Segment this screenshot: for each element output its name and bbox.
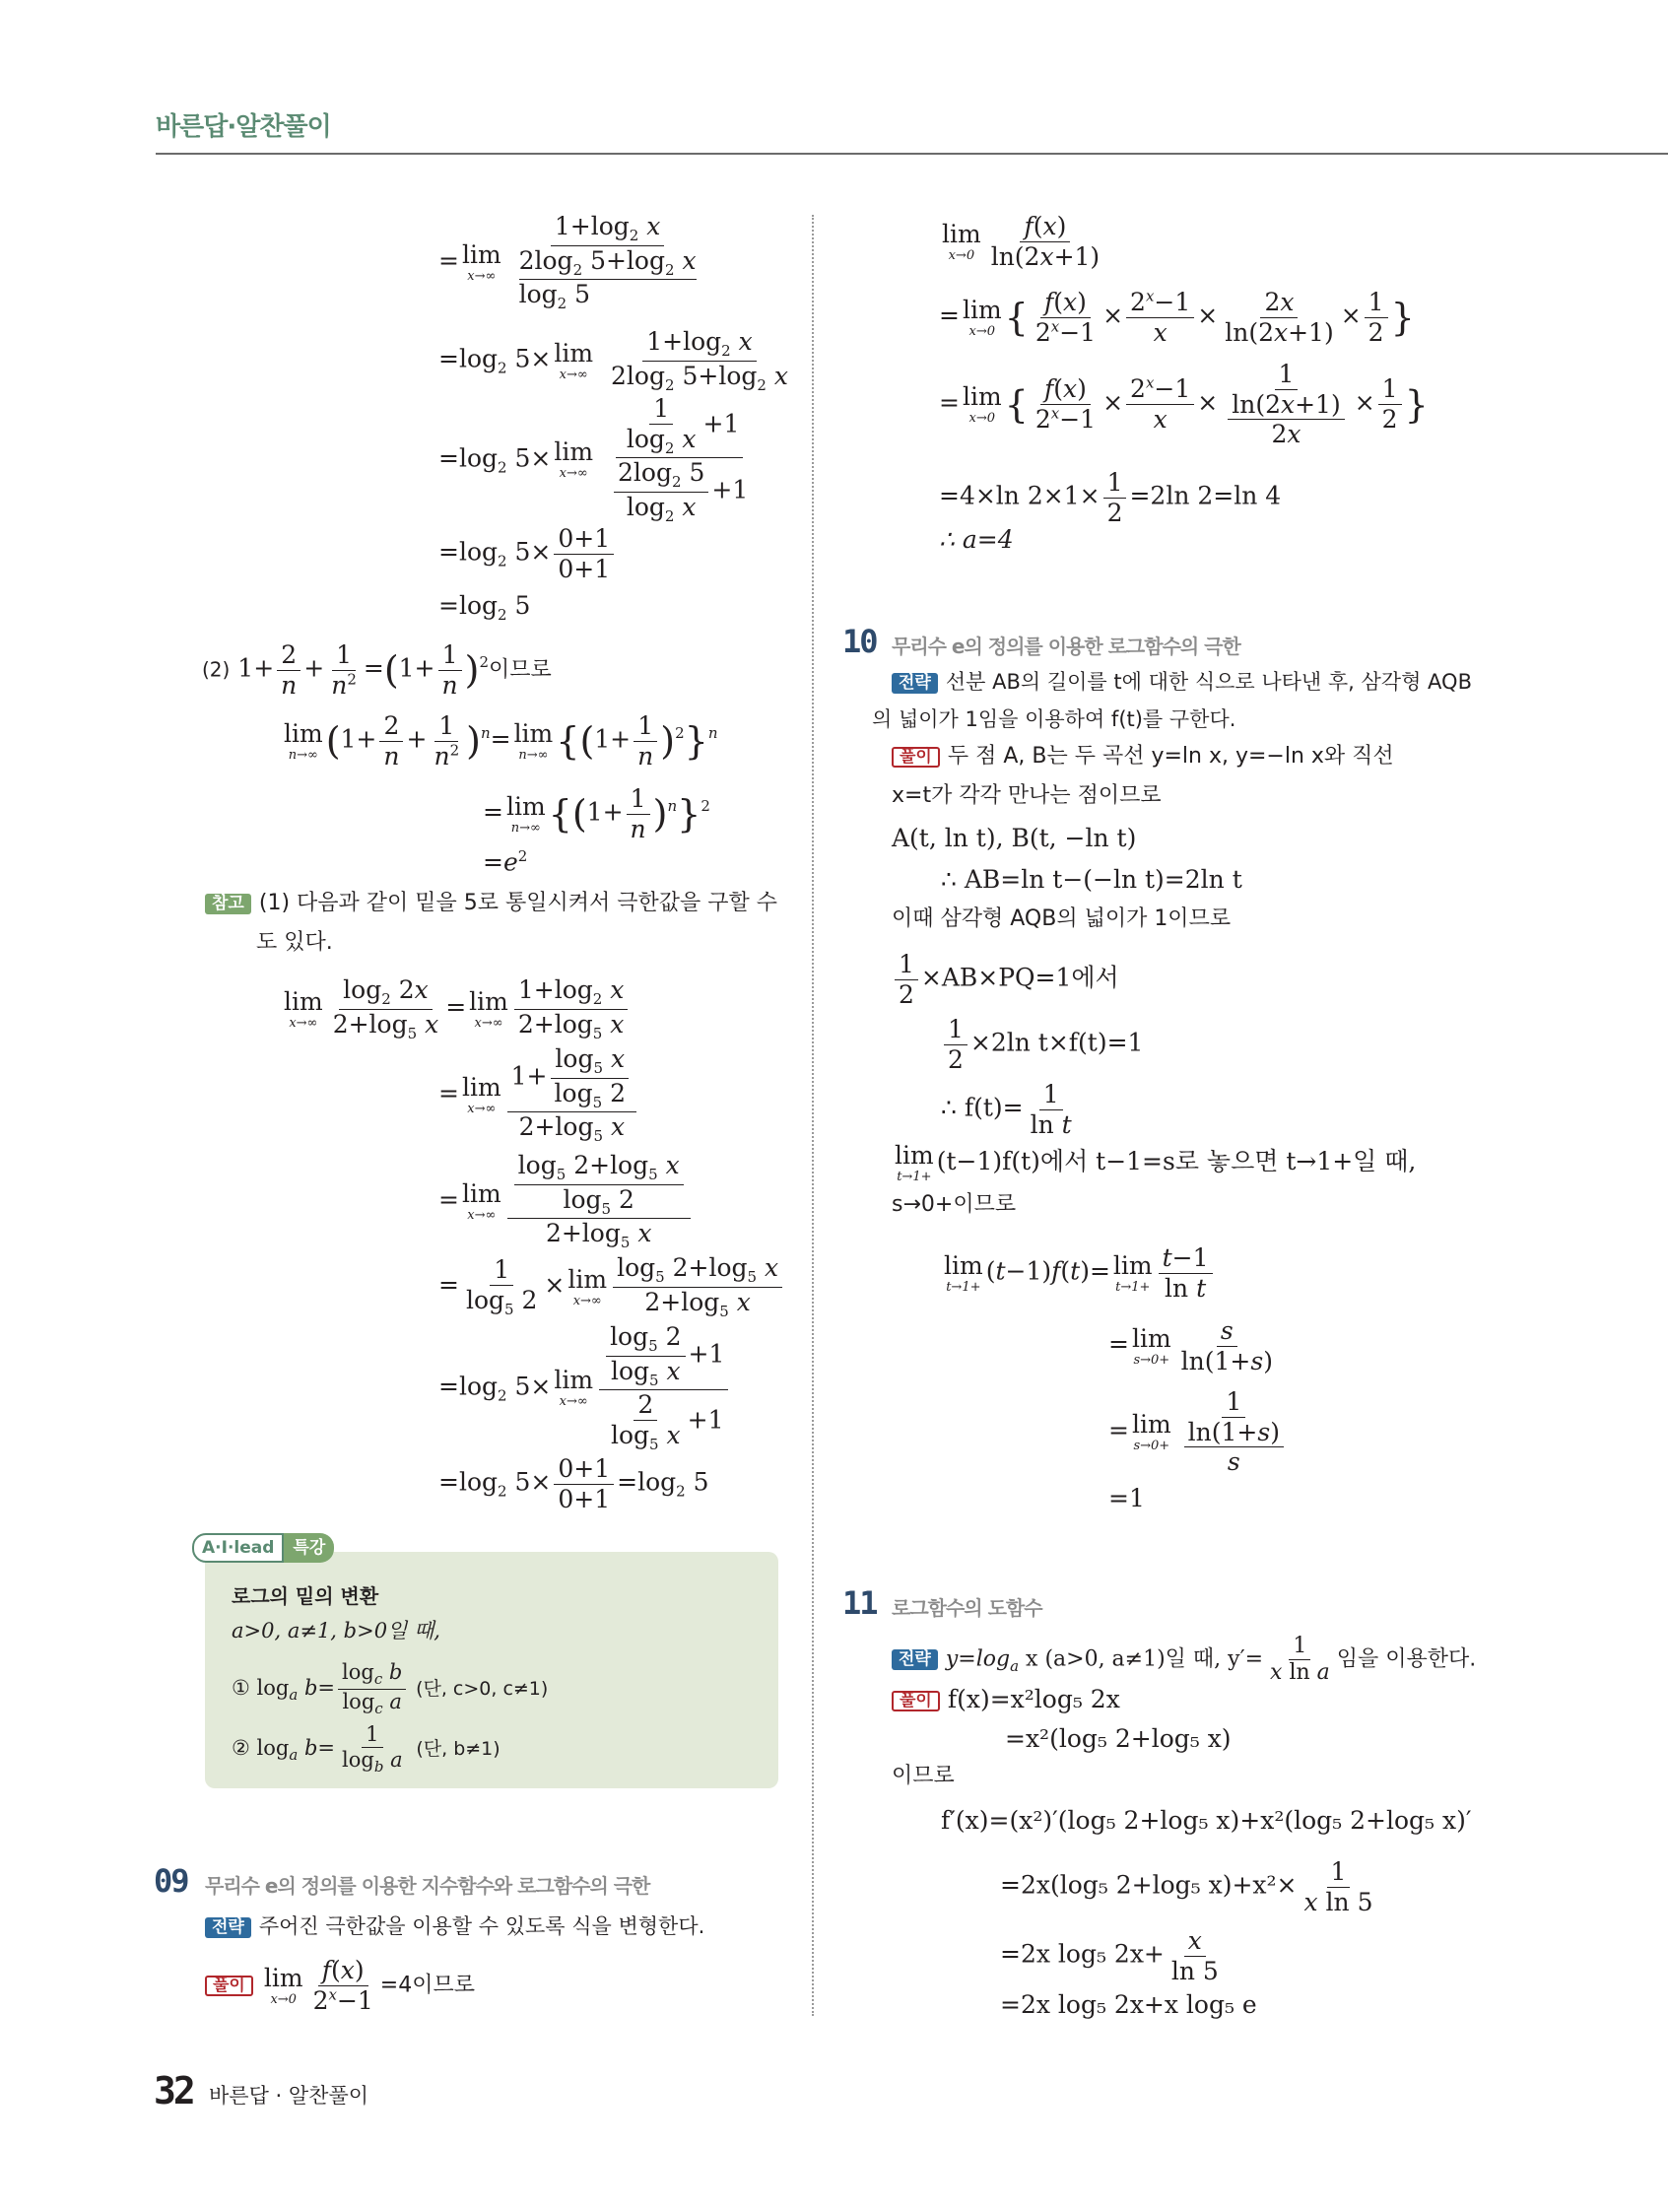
eq-l3: $=\log_2$ 5× lim x→∞ $\frac{1}{\log_2 x}$ +1 $\frac{2\log_2 5}{\log_2 x}$ +1 bbox=[438, 394, 749, 525]
tip-title: 로그의 밑의 변환 bbox=[232, 1584, 379, 1608]
section-10-area-eq: $\frac{1}{2}$ ×AB×PQ=1에서 bbox=[892, 950, 1119, 1009]
eq-r2: = lim x→0 { $\frac{f(x)}{2^x-1}$ × $\frac{2^x-1}{x}$ × $\frac{2x}{\ln(2x+1)}$ × $\frac{1}{2}$ } bbox=[939, 287, 1415, 347]
eq-part2-lim: lim n→∞ (1+ $\frac{2}{n}$ + $\frac{1}{n^2}$ )$^n$= lim n→∞ {(1+ $\frac{1}{n}$ )$^2$}$^n$ bbox=[284, 711, 718, 771]
section-10-strategy-1: 전략 선분 AB의 길이를 t에 대한 식으로 나타낸 후, 삼각형 AQB bbox=[892, 672, 1472, 694]
section-10-points: A(t, ln t), B(t, −ln t) bbox=[892, 824, 1137, 852]
section-11-sol-5: =2x log₅ 2x+ $\frac{x}{\ln 5}$ bbox=[1000, 1926, 1219, 1985]
eq-part2: (2) 1+ $\frac{2}{n}$ + $\frac{1}{n^2}$ =(1+ $\frac{1}{n}$ )$^2$이므로 bbox=[202, 640, 552, 700]
section-11-title: 로그함수의 도함수 bbox=[892, 1596, 1042, 1620]
note-line-1: 참고 (1) 다음과 같이 밑을 5로 통일시켜서 극한값을 구할 수 bbox=[205, 893, 777, 914]
eq-part2-result: $=e^2$ bbox=[483, 847, 528, 877]
section-11-number: 11 bbox=[842, 1584, 877, 1622]
section-10-sub2: s→0+이므로 bbox=[892, 1192, 1017, 1217]
section-11-sol-1: 풀이 f(x)=x²log₅ 2x bbox=[892, 1687, 1120, 1711]
tip-formula-1: ① $\log_a b=$ $\frac{\log_c b}{\log_c a}$ (단, c>0, c≠1) bbox=[232, 1660, 549, 1718]
section-10-area-text: 이때 삼각형 AQB의 넓이가 1이므로 bbox=[892, 906, 1232, 931]
page-number: 32 bbox=[154, 2069, 193, 2112]
eq-l4: $=\log_2$ 5× $\frac{0+1}{0+1}$ bbox=[438, 524, 617, 583]
section-10-solution-1: 풀이 두 점 A, B는 두 곡선 y=ln x, y=−ln x와 직선 bbox=[892, 746, 1394, 768]
section-11-sol-2: =x²(log₅ 2+log₅ x) bbox=[1005, 1724, 1232, 1753]
eq-r4: =4×ln 2×1× $\frac{1}{2}$ =2ln 2=ln 4 bbox=[939, 468, 1282, 527]
eq-l1: = lim x→∞ $1+\log_2$ x $2\log_2$ $5+\log_2$ x $\log_2 5$ bbox=[438, 212, 697, 313]
section-11-strategy: 전략 $y=\log_a$ x (a>0, a≠1)일 때, y′= $\frac{1}{\text{x ln a}}$ 임을 이용한다. bbox=[892, 1634, 1476, 1686]
section-11-imeuro: 이므로 bbox=[892, 1764, 955, 1788]
section-11-sol-6: =2x log₅ 2x+x log₅ e bbox=[1000, 1990, 1257, 2019]
tip-tab: A·I·lead 특강 bbox=[192, 1533, 334, 1558]
eq-n6: $=\log_2$ 5× $\frac{0+1}{0+1}$ $=\log_2$ 5 bbox=[438, 1454, 709, 1513]
eq-n4: = $\frac{1}{\log_5 2}$ × lim x→∞ $\frac{\log_5 2+\log_5 x}{2+\log_5 x}$ bbox=[438, 1253, 785, 1320]
eq-l5: $=\log_2$ 5 bbox=[438, 591, 531, 624]
section-10-strategy-2: 의 넓이가 1임을 이용하여 f(t)를 구한다. bbox=[872, 707, 1236, 731]
section-10-lim1: lim t→1+ (t−1)f(t)= lim t→1+ $\frac{t-1}{\text{ln t}}$ bbox=[941, 1243, 1216, 1303]
section-09-strategy: 전략 주어진 극한값을 이용할 수 있도록 식을 변형한다. bbox=[205, 1916, 704, 1938]
section-10-lim3: = lim s→0+ $\frac{1}{\frac{\ln(1+s)}{s}}$ bbox=[1108, 1387, 1294, 1477]
eq-n2: = lim x→∞ 1+ $\frac{\log_5 x}{\log_5 2}$ $2+\log_5$ x bbox=[438, 1044, 639, 1146]
section-09-solution: 풀이 lim x→0 $\frac{f(x)}{2^x-1}$ =4이므로 bbox=[205, 1956, 475, 2015]
note-badge: 참고 bbox=[205, 894, 251, 914]
eq-part2-lim2: = lim n→∞ {(1+ $\frac{1}{n}$ )$^n$}$^2$ bbox=[483, 784, 710, 843]
eq-n1: lim x→∞ $\frac{\log_2 2x}{2+\log_5 x}$ = lim x→∞ $\frac{1+\log_2 x}{2+\log_5 x}$ bbox=[281, 975, 631, 1042]
section-11-sol-4: =2x(log₅ 2+log₅ x)+x²× $\frac{1}{\text{x ln 5}}$ bbox=[1000, 1857, 1373, 1916]
section-10-lim2: = lim s→0+ $\frac{s}{\ln(1+s)}$ bbox=[1108, 1316, 1273, 1375]
eq-r1: lim x→0 $\frac{f(x)}{\ln(2x+1)}$ bbox=[942, 212, 1101, 271]
note-line-2: 도 있다. bbox=[256, 930, 333, 955]
header-rule bbox=[156, 153, 1668, 155]
section-11-sol-3: f′(x)=(x²)′(log₅ 2+log₅ x)+x²(log₅ 2+log₅ x)′ bbox=[941, 1806, 1472, 1835]
section-10-area-eq2: $\frac{1}{2}$ ×2ln t×f(t)=1 bbox=[941, 1015, 1143, 1074]
section-09-number: 09 bbox=[154, 1862, 188, 1900]
eq-r3: = lim x→0 { $\frac{f(x)}{2^x-1}$ × $\frac{2^x-1}{x}$ × $\frac{1}{\frac{\ln(2x+1)}{2x}}$ × $\frac{1}{2}$ } bbox=[939, 360, 1429, 448]
tip-formula-2: ② $\log_a b=$ $\frac{1}{\log_b a}$ (단, b≠1) bbox=[232, 1722, 500, 1776]
section-10-solution-2: x=t가 각각 만나는 점이므로 bbox=[892, 783, 1162, 808]
eq-l2: $=\log_2$ 5× lim x→∞ $\frac{1+\log_2 x}{2\log_2 5+\log_2 x}$ bbox=[438, 327, 788, 394]
section-10-title: 무리수 e의 정의를 이용한 로그함수의 극한 bbox=[892, 635, 1240, 658]
eq-r5: ∴ a=4 bbox=[939, 525, 1014, 554]
section-10-final: =1 bbox=[1108, 1484, 1145, 1512]
section-10-sub: lim t→1+ (t−1)f(t)에서 t−1=s로 놓으면 t→1+일 때, bbox=[895, 1141, 1417, 1184]
section-10-ab: ∴ AB=ln t−(−ln t)=2ln t bbox=[941, 865, 1242, 894]
column-divider bbox=[812, 215, 814, 2016]
section-09-title: 무리수 e의 정의를 이용한 지수함수와 로그함수의 극한 bbox=[205, 1874, 650, 1898]
eq-n5: $=\log_2$ 5× lim x→∞ $\frac{\log_5 2}{\log_5 x}$ +1 $\frac{2}{\log_5 x}$ +1 bbox=[438, 1322, 731, 1454]
footer-label: 바른답 · 알찬풀이 bbox=[209, 2084, 369, 2108]
section-10-number: 10 bbox=[842, 623, 877, 660]
section-10-ft: ∴ f(t)= $\frac{1}{\text{ln t}}$ bbox=[941, 1080, 1072, 1139]
eq-n3: = lim x→∞ $\frac{\frac{\log_5 2+\log_5 x}{\log_5 2}}{2+\log_5 x}$ bbox=[438, 1151, 694, 1252]
running-header: 바른답·알찬풀이 bbox=[156, 112, 331, 142]
tip-cond: a>0, a≠1, b>0일 때, bbox=[232, 1619, 440, 1642]
